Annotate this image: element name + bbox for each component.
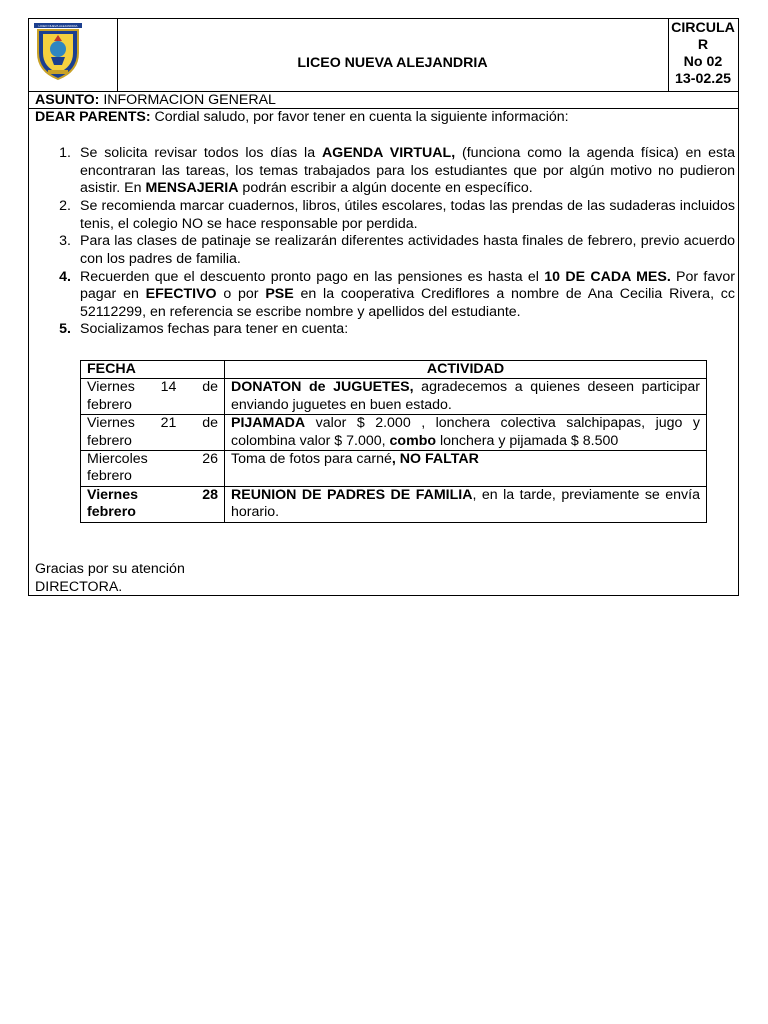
list-item xyxy=(35,321,735,338)
list-item-number: 4. xyxy=(59,268,71,285)
date-day-number: 21 xyxy=(160,415,177,432)
item-bold-text: PSE xyxy=(265,286,294,303)
item-text: podrán escribir a algún docente en específico. xyxy=(238,180,533,197)
circular-number: No 02 xyxy=(683,54,723,70)
date-preposition: de xyxy=(202,379,218,396)
circular-date: 13-02.25 xyxy=(674,71,731,87)
date-preposition: de xyxy=(202,415,218,432)
activity-bold-text: combo xyxy=(389,432,437,449)
date-month: febrero xyxy=(87,432,132,449)
subject-value: INFORMACION GENERAL xyxy=(99,92,276,108)
activity-cell xyxy=(225,451,707,487)
circular-label-1: CIRCULA xyxy=(671,20,735,36)
closing-thanks: Gracias por su atención xyxy=(35,561,185,577)
date-day-name: Viernes xyxy=(87,379,135,396)
school-crest-logo xyxy=(33,23,83,81)
document-header xyxy=(29,19,738,92)
item-text: (funciona como la agenda física) en esta encontraran las tareas, los temas trabajados para los estudiantes que por algún motivo no pudieron asistir. En xyxy=(80,145,735,197)
circular-label-2: R xyxy=(697,37,709,53)
logo-cell xyxy=(29,19,118,91)
closing-signature: DIRECTORA. xyxy=(35,579,123,595)
date-day-name: Miercoles xyxy=(87,451,148,468)
date-month: febrero xyxy=(87,396,132,413)
date-cell xyxy=(81,415,225,451)
table-row xyxy=(81,451,707,487)
item-text: Para las clases de patinaje se realizarán diferentes actividades hasta finales de febrero, previo acuerdo con los padres de familia. xyxy=(80,233,735,267)
date-day-name: Viernes xyxy=(87,415,135,432)
activity-cell xyxy=(225,486,707,522)
greeting-text: Cordial saludo, por favor tener en cuenta la siguiente información: xyxy=(150,109,569,125)
circular-document xyxy=(28,18,739,596)
activity-bold-text: , NO FALTAR xyxy=(391,451,479,468)
date-cell xyxy=(81,379,225,415)
table-row xyxy=(81,415,707,451)
subject-row xyxy=(29,91,738,109)
activity-title: REUNION DE PADRES DE FAMILIA xyxy=(231,486,473,503)
activity-title: PIJAMADA xyxy=(231,415,306,432)
item-bold-text: EFECTIVO xyxy=(145,286,217,303)
activity-description: Toma de fotos para carné xyxy=(231,451,392,468)
svg-text:LICEO NUEVA ALEJANDRIA: LICEO NUEVA ALEJANDRIA xyxy=(38,24,78,28)
date-cell xyxy=(81,451,225,487)
item-bold-text: MENSAJERIA xyxy=(145,180,239,197)
list-item xyxy=(35,269,735,321)
events-table xyxy=(80,360,707,523)
activity-description: valor $ 2.000 , lonchera colectiva salchipapas, jugo y colombina valor $ 7.000, xyxy=(231,415,700,449)
table-header-row xyxy=(81,361,707,379)
item-text: o por xyxy=(216,286,266,303)
greeting xyxy=(35,109,735,126)
item-text: Recuerden que el descuento pronto pago en las pensiones es hasta el xyxy=(80,268,545,285)
table-row xyxy=(81,379,707,415)
item-text: Se solicita revisar todos los días la xyxy=(80,145,322,162)
date-cell xyxy=(81,486,225,522)
list-item-number: 1. xyxy=(59,145,71,162)
activity-cell xyxy=(225,379,707,415)
item-text: Por favor pagar en xyxy=(80,268,735,303)
list-item-number: 3. xyxy=(59,233,71,250)
item-text: en la cooperativa Crediflores a nombre de Ana Cecilia Rivera, cc 52112299, en referencia se escribe nombre y apellidos del estudiante. xyxy=(80,286,735,320)
activity-cell xyxy=(225,415,707,451)
document-body xyxy=(35,109,735,339)
school-name-cell xyxy=(117,19,669,91)
closing-block xyxy=(35,560,185,596)
date-month: febrero xyxy=(87,468,132,485)
item-bold-text: AGENDA VIRTUAL, xyxy=(321,145,456,162)
date-month: febrero xyxy=(87,504,136,521)
notice-list xyxy=(35,145,735,338)
list-item-number: 2. xyxy=(59,198,71,215)
date-day-number: 26 xyxy=(202,451,218,468)
item-bold-text: 10 DE CADA MES. xyxy=(544,268,671,285)
activity-title: DONATON de JUGUETES, xyxy=(231,379,414,396)
activity-description: agradecemos a quienes deseen participar enviando juguetes en buen estado. xyxy=(231,379,701,413)
list-item xyxy=(35,198,735,233)
date-day-number: 28 xyxy=(202,486,218,503)
subject-label: ASUNTO: xyxy=(35,92,100,108)
school-name: LICEO NUEVA ALEJANDRIA xyxy=(297,55,488,71)
activity-description: , en la tarde, previamente se envía horario. xyxy=(231,486,700,521)
item-text: Se recomienda marcar cuadernos, libros, útiles escolares, todas las prendas de las sudaderas incluidos tenis, el colegio NO se hace responsable por perdida. xyxy=(80,198,735,232)
list-item xyxy=(35,145,735,197)
column-header-fecha: FECHA xyxy=(81,361,225,379)
circular-info-cell xyxy=(668,19,738,92)
list-item xyxy=(35,233,735,268)
list-item-number: 5. xyxy=(59,321,71,338)
column-header-actividad: ACTIVIDAD xyxy=(225,361,707,379)
item-text: Socializamos fechas para tener en cuenta: xyxy=(80,321,349,338)
activity-description: lonchera y pijamada $ 8.500 xyxy=(436,432,619,449)
greeting-label: DEAR PARENTS: xyxy=(35,109,151,125)
date-day-name: Viernes xyxy=(87,486,139,503)
date-day-number: 14 xyxy=(160,379,177,396)
table-row xyxy=(81,486,707,522)
